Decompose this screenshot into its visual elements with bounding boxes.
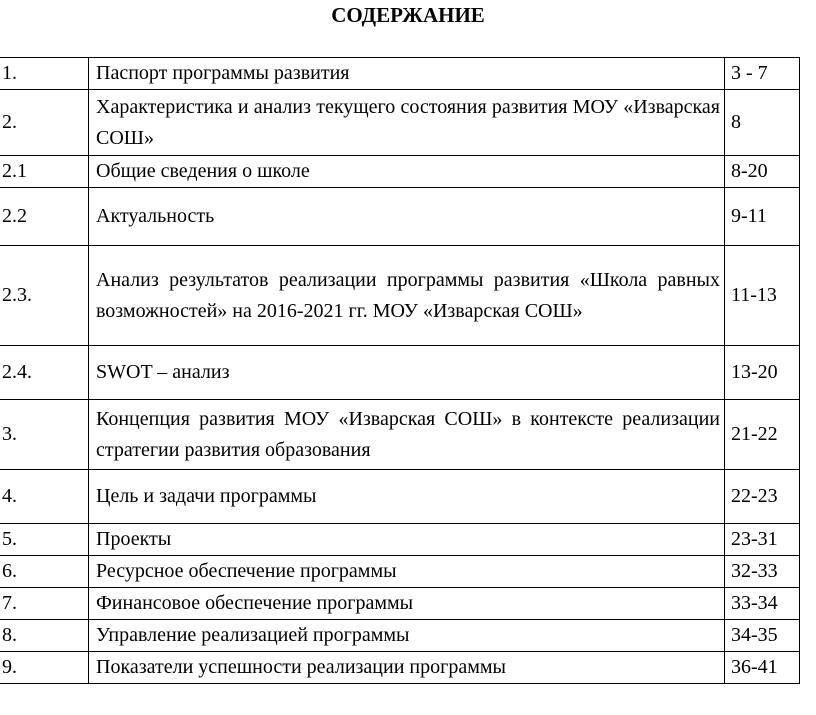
page-range: 3 - 7 <box>725 58 800 90</box>
section-title: Проекты <box>89 524 725 556</box>
section-title: Паспорт программы развития <box>89 58 725 90</box>
table-row <box>0 246 800 346</box>
page-range: 23-31 <box>725 524 800 556</box>
table-row <box>0 400 800 470</box>
section-number: 2.4. <box>0 346 89 400</box>
section-number: 8. <box>0 620 89 652</box>
table-row <box>0 58 800 90</box>
section-title: Управление реализацией программы <box>89 620 725 652</box>
section-number: 7. <box>0 588 89 620</box>
page-range: 9-11 <box>725 188 800 246</box>
section-title: SWOT – анализ <box>89 346 725 400</box>
page-range: 8-20 <box>725 156 800 188</box>
table-row <box>0 524 800 556</box>
table-row <box>0 652 800 684</box>
table-row <box>0 346 800 400</box>
page-range: 33-34 <box>725 588 800 620</box>
contents-table <box>0 57 800 684</box>
section-number: 3. <box>0 400 89 470</box>
section-number: 4. <box>0 470 89 524</box>
table-row <box>0 556 800 588</box>
page-range: 22-23 <box>725 470 800 524</box>
page-range: 21-22 <box>725 400 800 470</box>
section-title: Актуальность <box>89 188 725 246</box>
section-title: Характеристика и анализ текущего состояния развития МОУ «Изварская СОШ» <box>89 90 725 156</box>
page-range: 11-13 <box>725 246 800 346</box>
section-title: Цель и задачи программы <box>89 470 725 524</box>
section-number: 2. <box>0 90 89 156</box>
table-row <box>0 156 800 188</box>
table-row <box>0 620 800 652</box>
page-range: 13-20 <box>725 346 800 400</box>
page-range: 32-33 <box>725 556 800 588</box>
section-title: Концепция развития МОУ «Изварская СОШ» в контексте реализации стратегии развития образования <box>89 400 725 470</box>
section-number: 2.1 <box>0 156 89 188</box>
table-row <box>0 470 800 524</box>
section-number: 2.2 <box>0 188 89 246</box>
page-range: 36-41 <box>725 652 800 684</box>
section-number: 2.3. <box>0 246 89 346</box>
table-row <box>0 588 800 620</box>
section-title: Общие сведения о школе <box>89 156 725 188</box>
section-title: Показатели успешности реализации программы <box>89 652 725 684</box>
section-title: Финансовое обеспечение программы <box>89 588 725 620</box>
page-range: 8 <box>725 90 800 156</box>
section-number: 9. <box>0 652 89 684</box>
table-row <box>0 188 800 246</box>
table-row <box>0 90 800 156</box>
section-title: Анализ результатов реализации программы развития «Школа равных возможностей» на 2016-2021 гг. МОУ «Изварская СОШ» <box>89 246 725 346</box>
page-title: СОДЕРЖАНИЕ <box>331 3 485 27</box>
section-number: 5. <box>0 524 89 556</box>
section-number: 6. <box>0 556 89 588</box>
page-range: 34-35 <box>725 620 800 652</box>
section-number: 1. <box>0 58 89 90</box>
section-title: Ресурсное обеспечение программы <box>89 556 725 588</box>
